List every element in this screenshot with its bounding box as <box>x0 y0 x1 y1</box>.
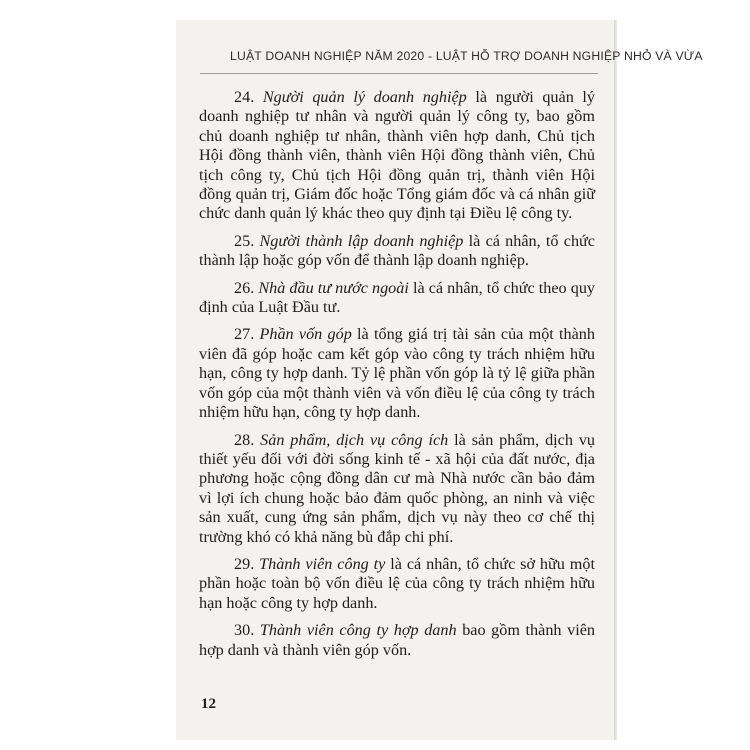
defined-term: Nhà đầu tư nước ngoài <box>258 278 409 297</box>
running-header: LUẬT DOANH NGHIỆP NĂM 2020 - LUẬT HỖ TRỢ DOANH NGHIỆP NHỎ VÀ VỪA <box>230 49 703 63</box>
definition-28 <box>199 431 595 547</box>
page-number: 12 <box>201 696 216 712</box>
definition-number: 26. <box>234 278 255 297</box>
definition-text: là cá nhân, tổ chức sở hữu một phần hoặc toàn bộ vốn điều lệ của công ty trách nhiệm hữu hạn hoặc công ty hợp danh. <box>199 554 595 612</box>
definition-number: 30. <box>234 621 255 640</box>
defined-term: Thành viên công ty <box>259 554 386 573</box>
definition-number: 25. <box>234 231 255 250</box>
definition-25 <box>199 232 595 271</box>
definition-number: 28. <box>234 430 255 449</box>
defined-term: Sản phẩm, dịch vụ công ích <box>260 430 449 449</box>
definition-30 <box>199 621 595 660</box>
definition-29 <box>199 555 595 613</box>
definition-text: là tổng giá trị tài sản của một thành viên đã góp hoặc cam kết góp vào công ty trách nhiệm hữu hạn, công ty hợp danh. Tỷ lệ phần vốn góp là tỷ lệ giữa phần vốn góp của một thành viên và vốn điều lệ của công ty trách nhiệm hữu hạn, công ty hợp danh. <box>199 325 595 422</box>
page-body <box>199 88 595 668</box>
definition-number: 27. <box>234 325 255 344</box>
definition-27 <box>199 325 595 422</box>
definition-text: là cá nhân, tổ chức thành lập hoặc góp vốn để thành lập doanh nghiệp. <box>199 231 595 270</box>
definition-text: là sản phẩm, dịch vụ thiết yếu đối với đời sống kinh tế - xã hội của đất nước, địa phương hoặc cộng đồng dân cư mà Nhà nước cần bảo đảm vì lợi ích chung hoặc bảo đảm quốc phòng, an ninh và việc sản xuất, cung ứng sản phẩm, dịch vụ này theo cơ chế thị trường khó có khả năng bù đắp chi phí. <box>199 430 596 546</box>
page-edge <box>614 20 617 740</box>
definition-number: 24. <box>234 88 255 106</box>
defined-term: Người thành lập doanh nghiệp <box>259 231 464 250</box>
definition-24 <box>199 88 595 224</box>
definition-26 <box>199 279 595 318</box>
definition-number: 29. <box>234 554 255 573</box>
definition-text: là cá nhân, tổ chức theo quy định của Luật Đầu tư. <box>199 278 596 317</box>
defined-term: Người quản lý doanh nghiệp <box>262 88 467 106</box>
defined-term: Phần vốn góp <box>259 325 352 344</box>
definition-text: là người quản lý doanh nghiệp tư nhân và người quản lý công ty, bao gồm chủ doanh nghiệp tư nhân, thành viên hợp danh, Chủ tịch Hội đồng thành viên, thành viên Hội đồng thành viên, Chủ tịch công ty, Chủ tịch Hội đồng quản trị, thành viên Hội đồng quản trị, Giám đốc hoặc Tổng giám đốc và cá nhân giữ chức danh quản lý khác theo quy định tại Điều lệ công ty. <box>199 88 595 223</box>
defined-term: Thành viên công ty hợp danh <box>259 621 457 640</box>
header-rule <box>200 73 598 74</box>
definition-text: bao gồm thành viên hợp danh và thành viên góp vốn. <box>199 621 595 659</box>
